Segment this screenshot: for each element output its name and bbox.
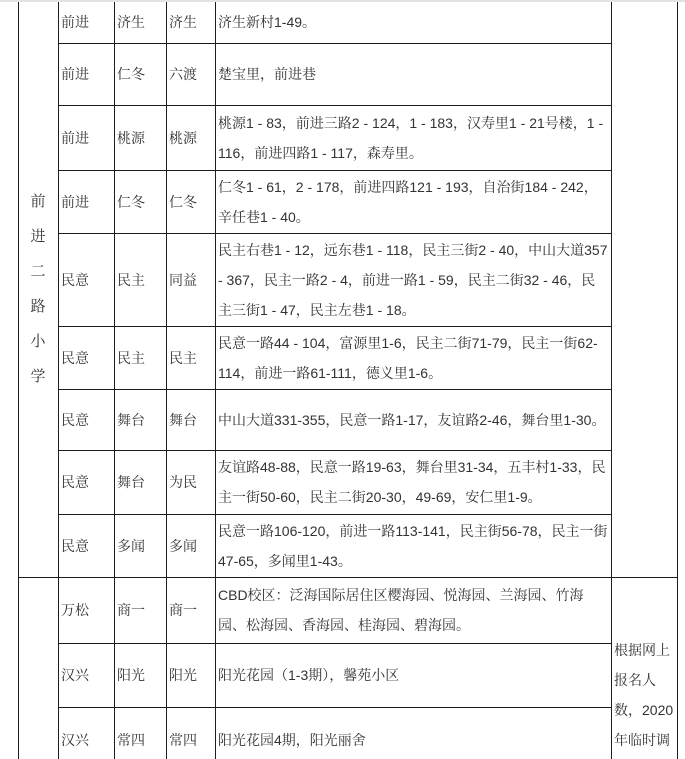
scope-cell: 桃源1 - 83，前进三路2 - 124，1 - 183，汉寿里1 - 21号楼，1 - 116，前进四路1 - 117，森寿里。 (216, 105, 612, 170)
police-station-cell: 常四 (167, 707, 216, 759)
police-station-cell: 为民 (167, 450, 216, 514)
scope-cell: CBD校区：泛海国际居住区樱海园、悦海园、兰海园、竹海园、松海园、香海园、桂海园、碧海园。 (216, 577, 612, 643)
community-cell: 舞台 (115, 389, 167, 450)
community-cell: 仁冬 (115, 170, 167, 233)
police-station-cell: 仁冬 (167, 170, 216, 233)
street-cell: 前进 (59, 105, 115, 170)
street-cell: 汉兴 (59, 643, 115, 707)
scope-cell: 民主右巷1 - 12，远东巷1 - 118，民主三街2 - 40，中山大道357 - 367，民主一路2 - 4，前进一路1 - 59，民主二街32 - 46，民主三街1 - 47，民主左巷1 - 18。 (216, 233, 612, 326)
police-station-cell: 阳光 (167, 643, 216, 707)
table-row (19, 326, 678, 389)
street-cell: 民意 (59, 326, 115, 389)
police-station-cell: 六渡 (167, 43, 216, 105)
note-cell: 根据网上报名人数，2020年临时调 (612, 577, 678, 759)
community-cell: 舞台 (115, 450, 167, 514)
police-station-cell: 同益 (167, 233, 216, 326)
school-name-cell (19, 2, 59, 577)
school-name: 前进二路小学 (30, 193, 46, 386)
street-cell: 民意 (59, 450, 115, 514)
scope-cell: 中山大道331-355，民意一路1-17，友谊路2-46，舞台里1-30。 (216, 389, 612, 450)
school-name-cell (19, 577, 59, 759)
police-station-cell: 商一 (167, 577, 216, 643)
catchment-table (18, 2, 678, 759)
police-station-cell: 多闻 (167, 514, 216, 577)
scope-cell: 阳光花园（1-3期），馨苑小区 (216, 643, 612, 707)
police-station-cell: 舞台 (167, 389, 216, 450)
community-cell: 民主 (115, 326, 167, 389)
table-row (19, 389, 678, 450)
table-row (19, 43, 678, 105)
scope-cell: 楚宝里，前进巷 (216, 43, 612, 105)
scope-cell: 阳光花园4期，阳光丽舍 (216, 707, 612, 759)
street-cell: 民意 (59, 514, 115, 577)
police-station-cell: 民主 (167, 326, 216, 389)
table-row (19, 514, 678, 577)
scope-cell: 济生新村1-49。 (216, 2, 612, 43)
table-row (19, 643, 678, 707)
community-cell: 桃源 (115, 105, 167, 170)
table-row (19, 707, 678, 759)
scope-cell: 民意一路44 - 104，富源里1-6，民主二街71-79，民主一街62-114，前进一路61-111，德义里1-6。 (216, 326, 612, 389)
community-cell: 阳光 (115, 643, 167, 707)
table-row (19, 577, 678, 643)
street-cell: 前进 (59, 170, 115, 233)
street-cell: 民意 (59, 389, 115, 450)
scope-cell: 友谊路48-88，民意一路19-63，舞台里31-34，五丰村1-33，民主一街50-60，民主二街20-30，49-69，安仁里1-9。 (216, 450, 612, 514)
table-row (19, 2, 678, 43)
community-cell: 常四 (115, 707, 167, 759)
police-station-cell: 桃源 (167, 105, 216, 170)
table-row (19, 450, 678, 514)
street-cell: 民意 (59, 233, 115, 326)
street-cell: 前进 (59, 2, 115, 43)
police-station-cell: 济生 (167, 2, 216, 43)
table-row (19, 170, 678, 233)
community-cell: 多闻 (115, 514, 167, 577)
table-row (19, 233, 678, 326)
community-cell: 济生 (115, 2, 167, 43)
community-cell: 仁冬 (115, 43, 167, 105)
community-cell: 民主 (115, 233, 167, 326)
scope-cell: 民意一路106-120，前进一路113-141，民主街56-78，民主一街47-65，多闻里1-43。 (216, 514, 612, 577)
street-cell: 万松 (59, 577, 115, 643)
community-cell: 商一 (115, 577, 167, 643)
street-cell: 前进 (59, 43, 115, 105)
table-row (19, 105, 678, 170)
note-cell (612, 2, 678, 577)
street-cell: 汉兴 (59, 707, 115, 759)
scope-cell: 仁冬1 - 61，2 - 178，前进四路121 - 193，自治街184 - 242，辛任巷1 - 40。 (216, 170, 612, 233)
